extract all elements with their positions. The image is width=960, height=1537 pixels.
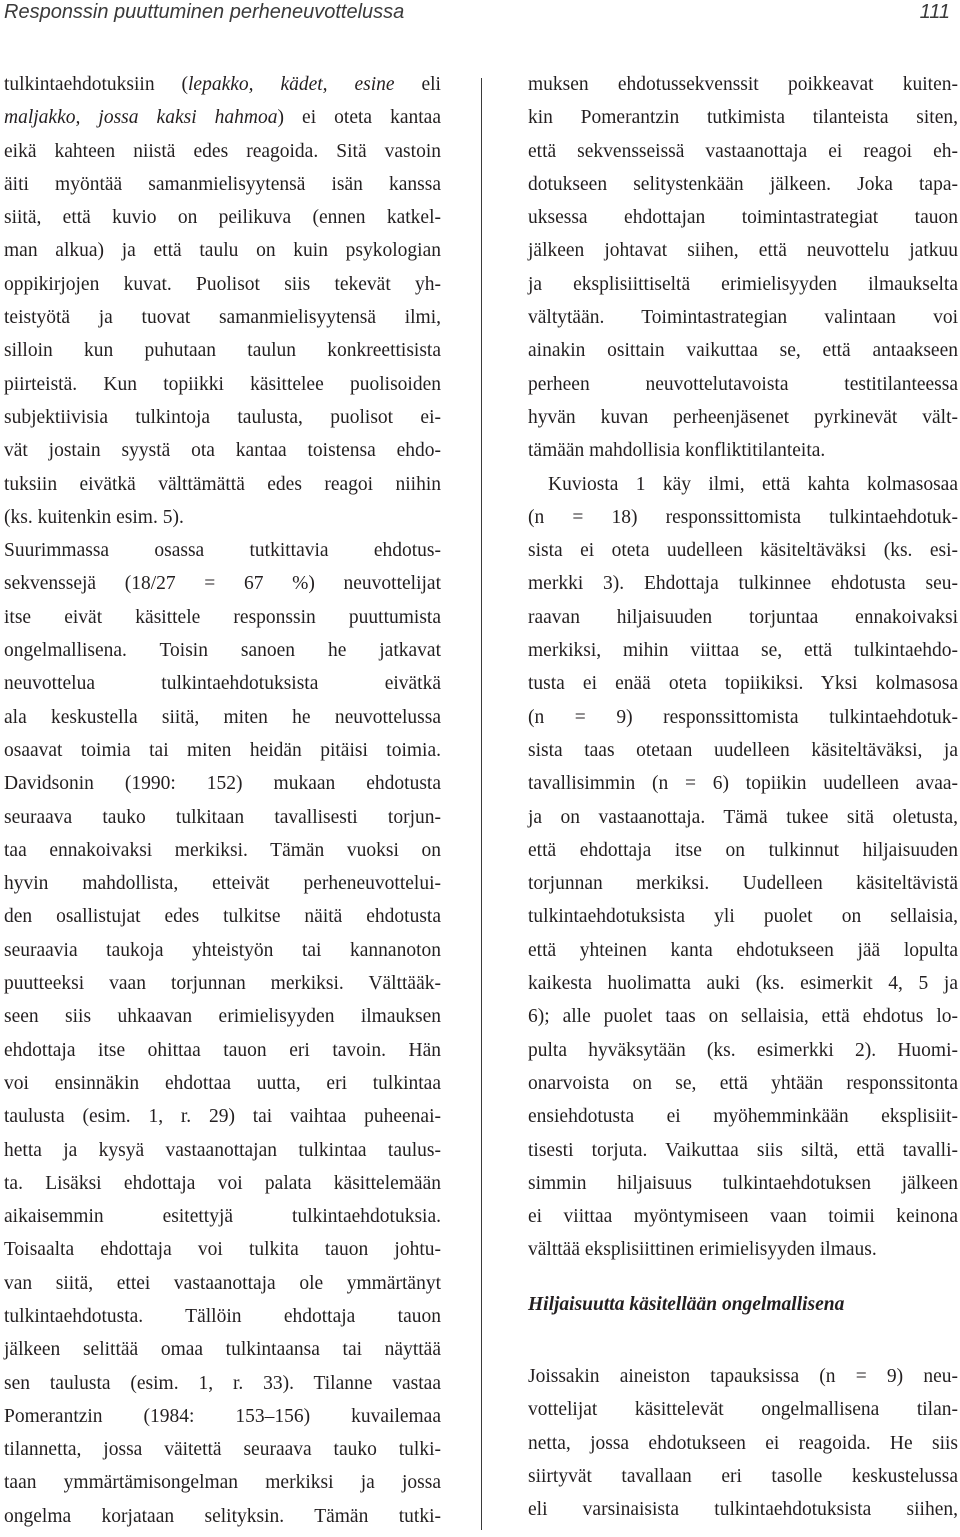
text-line: dotukseen selitystenkään jälkeen. Joka tapa- [528, 173, 958, 195]
text-line: välttää eksplisiittinen erimielisyyden ilmaus. [528, 1239, 877, 1261]
text-line: hyvin mahdollista, etteivät perheneuvottelui- [4, 873, 441, 895]
text-line: jälkeen johtavat siihen, että neuvottelu jatkuu [528, 240, 958, 262]
text-line: tilannetta, jossa väitettä seuraava tauko tulki- [4, 1439, 441, 1461]
section-heading: Hiljaisuutta käsitellään ongelmallisena [528, 1293, 845, 1315]
left-column [4, 68, 441, 1533]
text-line: taa ennakoivaksi merkiksi. Tämän vuoksi on [4, 839, 441, 861]
text-line: subjektiivisia tulkintoja taulusta, puolisot ei- [4, 406, 441, 428]
text-line: sekvenssejä (18/27 = 67 %) neuvottelijat [4, 573, 441, 595]
text-line: vottelijat käsittelevät ongelmallisena tilan- [528, 1399, 958, 1421]
text-line: sista ei oteta uudelleen käsiteltäväksi (ks. esi- [528, 540, 958, 562]
text-line: tisesti torjuta. Vaikuttaa siis siltä, että tavalli- [528, 1139, 958, 1161]
text-line: taan ymmärtämisongelman merkiksi ja jossa [4, 1472, 441, 1494]
text-line: den osallistujat edes tulkitse näitä ehdotusta [4, 906, 441, 928]
text-line: raavan hiljaisuuden torjuntaa ennakoivaksi [528, 606, 958, 628]
text-line: että yhteinen kanta ehdotukseen jää lopulta [528, 939, 958, 961]
text-line: netta, jossa ehdotukseen ei reagoida. He siis [528, 1432, 958, 1454]
text-line: uksessa ehdottajan toimintastrategiat tauon [528, 207, 958, 229]
text-line: osaavat toimia tai miten heidän pitäisi toimia. [4, 739, 441, 761]
text-line: ei viittaa myöntymiseen vaan toimii keinona [528, 1206, 958, 1228]
text-line: että sekvensseissä vastaanottaja ei reagoi eh- [528, 140, 958, 162]
text-line: oppikirjojen kuvat. Puolisot siis tekevät yh- [4, 273, 441, 295]
text-line: vät jostain syystä ota kantaa toistensa ehdo- [4, 440, 441, 462]
text-line: perheen neuvottelutavoista testitilanteessa [528, 373, 958, 395]
text-line: eli varsinaisista tulkintaehdotuksista siihen, [528, 1499, 958, 1521]
text-line: ainakin osittain vaikuttaa se, että antaakseen [528, 340, 958, 362]
running-head-title: Responssin puuttuminen perheneuvottelussa [4, 1, 405, 23]
text-line: Kuviosta 1 käy ilmi, että kahta kolmasosaa [548, 473, 958, 495]
text-line: (n = 9) responssittomista tulkintaehdotuk- [528, 706, 958, 728]
text-line: muksen ehdotussekvenssit poikkeavat kuiten- [528, 74, 958, 95]
text-line: jälkeen selittää omaa tulkintaansa tai näyttää [4, 1339, 441, 1361]
right-column [528, 68, 958, 1526]
text-line: van siitä, ettei vastaanottaja ole ymmärtänyt [4, 1272, 441, 1294]
text-line: ongelma korjataan selityksin. Tämän tutki- [4, 1505, 441, 1527]
text-line: piirteistä. Kun topiikki käsittelee puolisoiden [4, 373, 441, 395]
text-line: Davidsonin (1990: 152) mukaan ehdotusta [4, 773, 441, 795]
text-line: Pomerantzin (1984: 153–156) kuvailemaa [4, 1405, 441, 1427]
text-line: seen siis uhkaavan erimielisyyden ilmauksen [4, 1006, 441, 1028]
text-line: tavallisimmin (n = 6) topiikin uudelleen avaa- [528, 773, 958, 795]
line-end: eli [394, 74, 441, 95]
text-line: Toisaalta ehdottaja voi tulkita tauon johtu- [4, 1239, 441, 1261]
text-line: tulkintaehdotuksista yli puolet on sellaisia, [528, 906, 958, 928]
text-line: teistyötä ja tuovat samanmielisyytensä ilmi, [4, 307, 441, 329]
text-line: Joissakin aineiston tapauksissa (n = 9) neu- [528, 1365, 958, 1387]
text-line: hetta ja kysyä vastaanottajan tulkintaa taulus- [4, 1139, 441, 1161]
running-head [0, 0, 960, 30]
text-line [4, 101, 441, 134]
text-line: torjunnan merkiksi. Uudelleen käsiteltävistä [528, 873, 958, 895]
text-line: ensiehdotusta ei myöhemminkään eksplisiit- [528, 1106, 958, 1128]
text-line: simmin hiljaisuus tulkintaehdotuksen jälkeen [528, 1172, 958, 1194]
text-line: sista taas otetaan uudelleen käsiteltäväksi, ja [528, 739, 958, 761]
text-line: että ehdottaja itse on tulkinnut hiljaisuuden [528, 839, 958, 861]
text-line: man alkua) ja että taulu on kuin psykologian [4, 240, 441, 262]
text-line: hyvän kuvan perheenjäsenet pyrkinevät vält- [528, 406, 958, 428]
text-line: sen taulusta (esim. 1, r. 33). Tilanne vastaa [4, 1372, 441, 1394]
text-line: (ks. kuitenkin esim. 5). [4, 506, 184, 528]
italic-examples: maljakko, jossa kaksi hahmoa [4, 107, 278, 129]
text-line: siitä, että kuvio on peilikuva (ennen katkel- [4, 207, 441, 229]
text-line: ehdottaja itse ohittaa tauon eri tavoin. Hän [4, 1039, 441, 1061]
text-line: aikaisemmin esitettyjä tulkintaehdotuksia. [4, 1206, 441, 1228]
text-line: eikä kahteen niistä edes reagoida. Sitä vastoin [4, 140, 441, 162]
text-line: taulusta (esim. 1, r. 29) tai vaihtaa puheenai- [4, 1106, 441, 1128]
text-line: kaikesta huolimatta auki (ks. esimerkit 4, 5 ja [528, 973, 958, 995]
text-line: ala keskustella siitä, miten he neuvottelussa [4, 706, 441, 728]
line-end: ) ei oteta kantaa [277, 107, 441, 129]
text-line: siirtyvät tavallaan eri tasolle keskustelussa [528, 1465, 958, 1487]
text-line: äiti myöntää samanmielisyytensä isän kanssa [4, 173, 441, 195]
column-divider [481, 78, 482, 1530]
text-line [4, 68, 441, 101]
text-line: 6); alle puolet taas on sellaisia, että ehdotus lo- [528, 1006, 958, 1028]
italic-examples: lepakko, kädet, esine [188, 74, 395, 95]
text-line: silloin kun puhutaan taulun konkreettisista [4, 340, 441, 362]
text-line: itse eivät käsittele responssin puuttumista [4, 606, 441, 628]
text-line: kin Pomerantzin tutkimista tilanteista siten, [528, 107, 958, 129]
text-line: tuksiin eivätkä välttämättä edes reagoi niihin [4, 473, 441, 495]
text-line: puutteeksi vaan torjunnan merkiksi. Välttääk- [4, 973, 441, 995]
text-line: tulkintaehdotusta. Tällöin ehdottaja tauon [4, 1305, 441, 1327]
line-start: tulkintaehdotuksiin ( [4, 74, 188, 95]
text-line: (n = 18) responssittomista tulkintaehdotuk- [528, 506, 958, 528]
text-line: pulta hyväksytään (ks. esimerkki 2). Huomi- [528, 1039, 958, 1061]
text-line: seuraava tauko tulkitaan tavallisesti torjun- [4, 806, 441, 828]
text-line: Suurimmassa osassa tutkittavia ehdotus- [4, 540, 441, 562]
text-line: ja on vastaanottaja. Tämä tukee sitä oletusta, [528, 806, 958, 828]
text-line: merkki 3). Ehdottaja tulkinnee ehdotusta seu- [528, 573, 958, 595]
text-line: onarvoista on se, että yhtään responssitonta [528, 1072, 958, 1094]
text-line: ongelmallisena. Toisin sanoen he jatkavat [4, 640, 441, 662]
text-line: tämään mahdollisia konfliktitilanteita. [528, 440, 826, 462]
text-line: ta. Lisäksi ehdottaja voi palata käsittelemään [4, 1172, 441, 1194]
text-line: merkiksi, mihin viittaa se, että tulkintaehdo- [528, 640, 958, 662]
text-line: voi ensinnäkin ehdottaa uutta, eri tulkintaa [4, 1072, 441, 1094]
text-line: seuraavia taukoja yhteistyön tai kannanoton [4, 939, 441, 961]
text-line: neuvottelua tulkintaehdotuksista eivätkä [4, 673, 441, 695]
text-line: vältytään. Toimintastrategian valintaan voi [528, 307, 958, 329]
text-line: ja eksplisiittiseltä erimielisyyden ilmaukselta [528, 273, 958, 295]
page-number: 111 [919, 1, 950, 23]
text-line: tusta ei enää oteta topiikiksi. Yksi kolmasosa [528, 673, 958, 695]
